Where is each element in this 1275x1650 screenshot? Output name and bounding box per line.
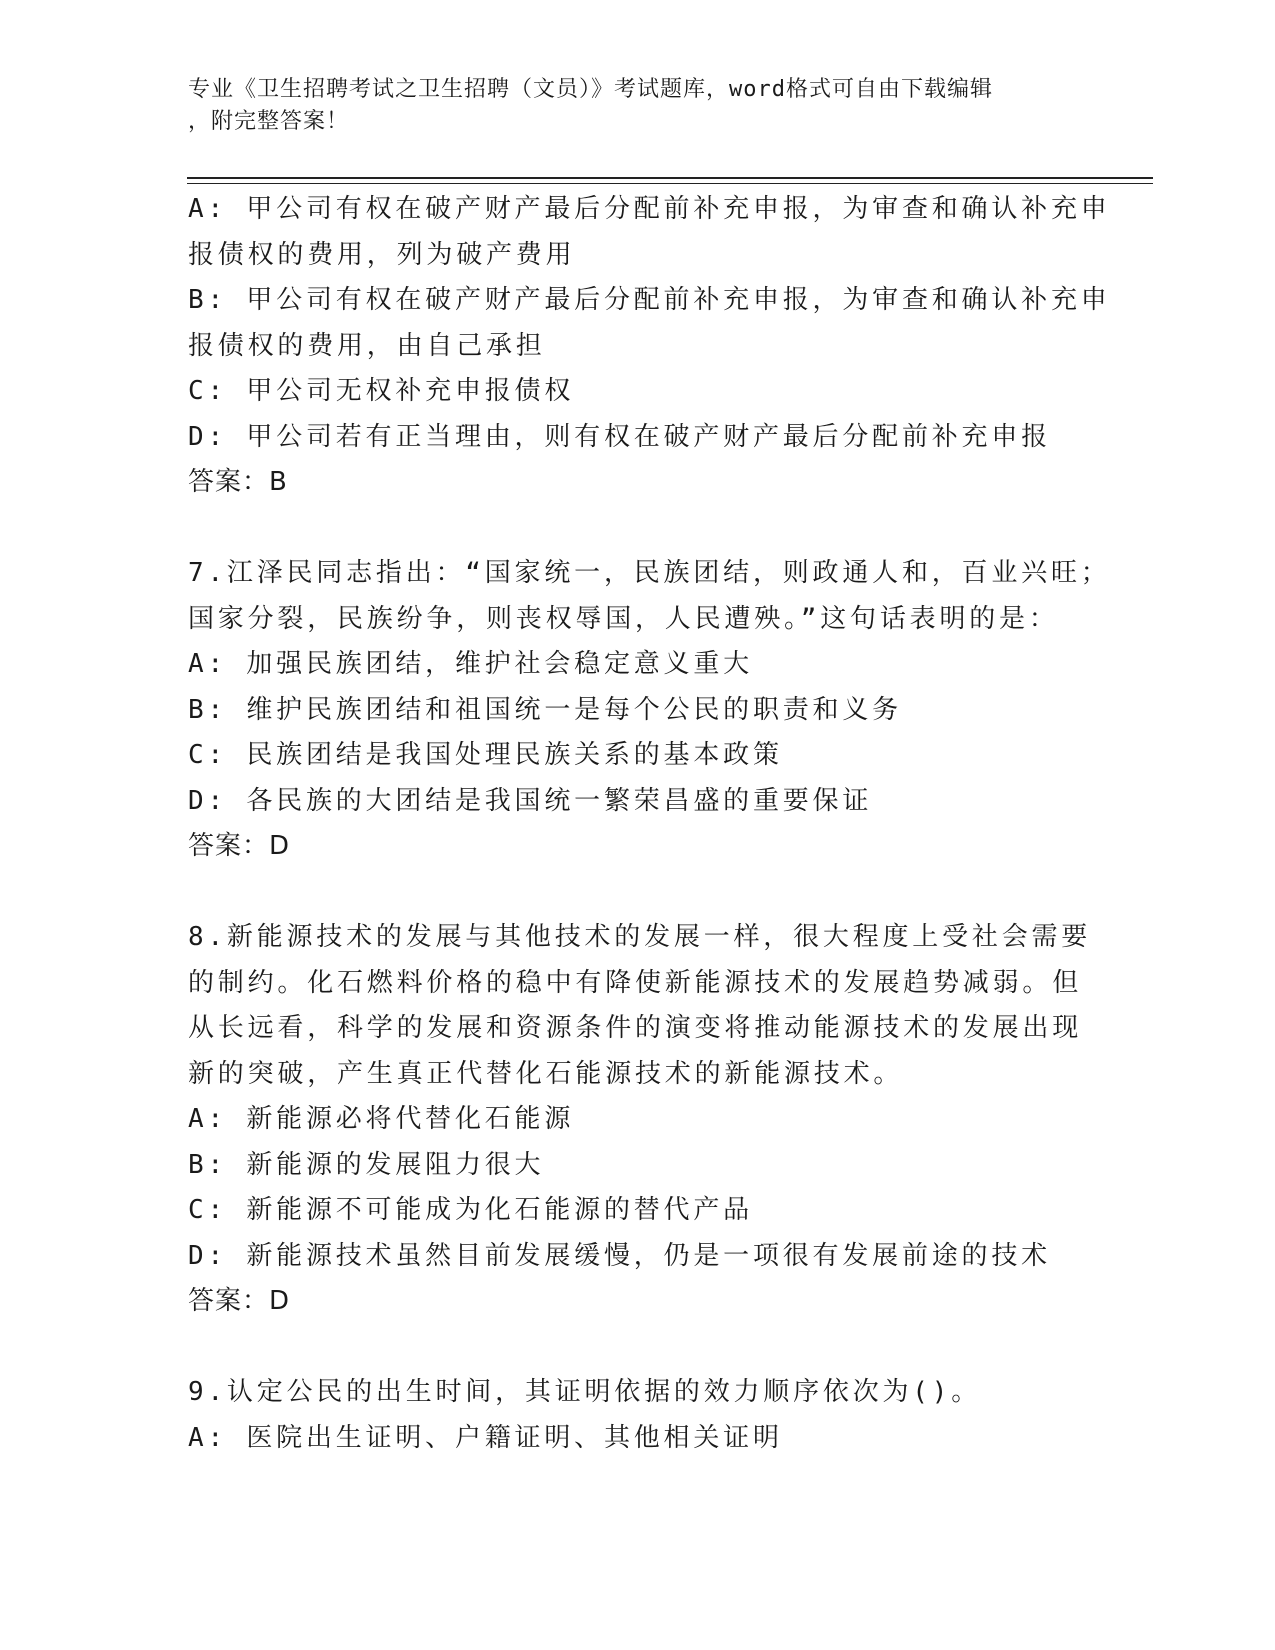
option-a: A: 加强民族团结，维护社会稳定意义重大 xyxy=(188,649,753,679)
option-a: A: 医院出生证明、户籍证明、其他相关证明 xyxy=(188,1422,783,1453)
answer: 答案：D xyxy=(188,1286,291,1316)
spacer xyxy=(188,870,1088,916)
option-c: C: 甲公司无权补充申报债权 xyxy=(188,376,575,406)
option-d: D: 各民族的大团结是我国统一繁荣昌盛的重要保证 xyxy=(188,785,873,816)
option-d: D: 新能源技术虽然目前发展缓慢，仍是一项很有发展前途的技术 xyxy=(188,1240,1051,1271)
question-7 xyxy=(188,551,1111,870)
question-text-line: 新的突破，产生真正代替化石能源技术的新能源技术。 xyxy=(188,1058,904,1089)
option-b-line-2: 报债权的费用，由自己承担 xyxy=(188,330,546,361)
question-text-line: 的制约。化石燃料价格的稳中有降使新能源技术的发展趋势减弱。但 xyxy=(188,967,1083,998)
option-b: B: 新能源的发展阻力很大 xyxy=(188,1149,545,1180)
document-header xyxy=(188,74,1068,138)
option-a-line-2: 报债权的费用，列为破产费用 xyxy=(188,239,576,270)
option-a: A: 新能源必将代替化石能源 xyxy=(188,1104,575,1134)
spacer xyxy=(188,1325,1088,1371)
question-text-line: 国家分裂，民族纷争，则丧权辱国，人民遭殃。”这句话表明的是： xyxy=(188,603,1059,634)
answer: 答案：D xyxy=(188,831,291,861)
option-b-line-1: B: 甲公司有权在破产财产最后分配前补充申报，为审查和确认补充申 xyxy=(188,285,1111,315)
option-c: C: 新能源不可能成为化石能源的替代产品 xyxy=(188,1195,753,1225)
answer: 答案：B xyxy=(188,467,288,497)
question-text-line: 7.江泽民同志指出：“国家统一，民族团结，则政通人和，百业兴旺； xyxy=(188,558,1111,588)
question-9 xyxy=(188,1370,1088,1461)
question-8 xyxy=(188,915,1092,1325)
question-list xyxy=(188,187,1111,1461)
option-d: D: 甲公司若有正当理由，则有权在破产财产最后分配前补充申报 xyxy=(188,421,1051,452)
question-6-tail xyxy=(188,187,1111,506)
question-text-line: 从长远看，科学的发展和资源条件的演变将推动能源技术的发展出现 xyxy=(188,1013,1083,1043)
header-line-2: ，附完整答案！ xyxy=(188,109,350,134)
header-rule-thick xyxy=(187,177,1153,179)
header-line-1: 专业《卫生招聘考试之卫生招聘（文员）》考试题库，word格式可自由下载编辑 xyxy=(188,77,993,102)
option-b: B: 维护民族团结和祖国统一是每个公民的职责和义务 xyxy=(188,694,902,725)
question-text-line: 9.认定公民的出生时间，其证明依据的效力顺序依次为()。 xyxy=(188,1377,982,1407)
spacer xyxy=(188,506,1088,552)
option-a-line-1: A: 甲公司有权在破产财产最后分配前补充申报，为审查和确认补充申 xyxy=(188,194,1111,224)
option-c: C: 民族团结是我国处理民族关系的基本政策 xyxy=(188,740,783,770)
header-rule-thin xyxy=(187,183,1153,184)
question-text-line: 8.新能源技术的发展与其他技术的发展一样，很大程度上受社会需要 xyxy=(188,922,1092,952)
